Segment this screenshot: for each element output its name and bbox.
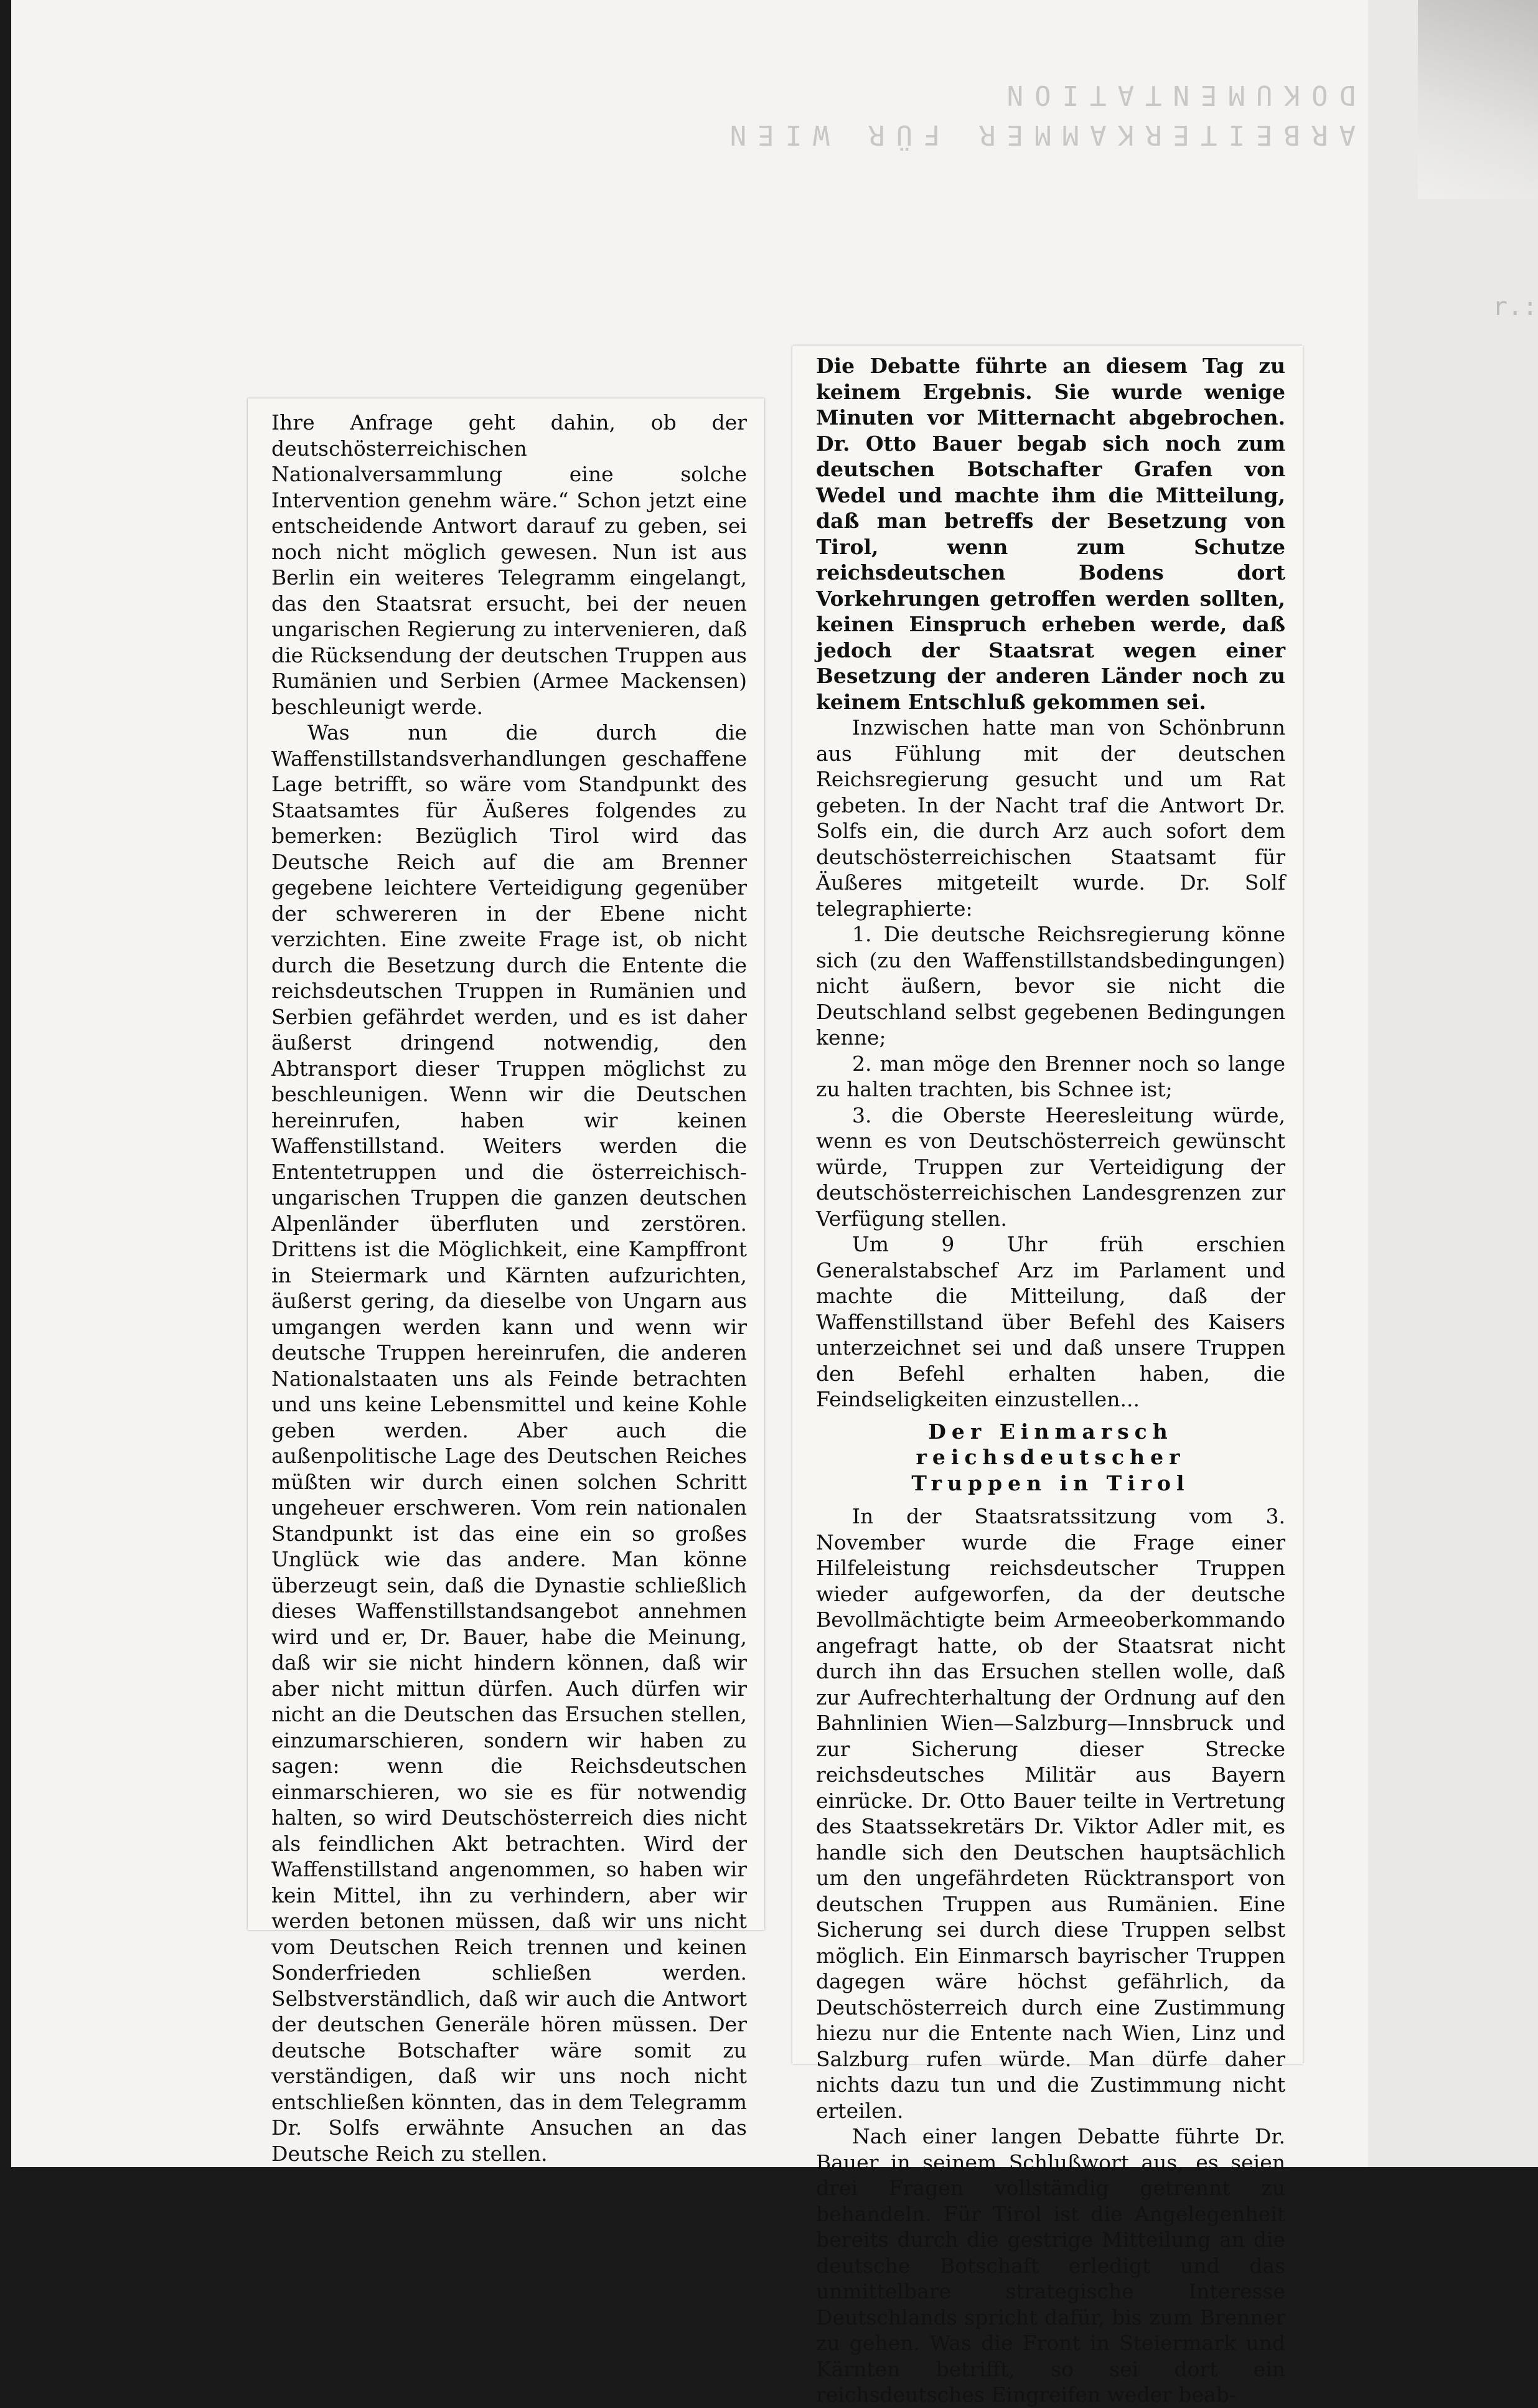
stamp-line-1: ARBEITERKAMMER FÜR WIEN: [718, 119, 1356, 151]
heading-line-1: Der Einmarsch reichsdeutscher: [916, 1419, 1186, 1469]
list-item: 1. Die deutsche Reichsregierung könne sich (zu den Waffenstillstandsbedingungen) nicht äußern, bevor sie nicht die Deutschland selbst gegebenen Bedingungen kenne;: [816, 922, 1285, 1050]
heading-line-2: Truppen in Tirol: [911, 1470, 1190, 1495]
scanned-page: [11, 0, 1538, 2407]
left-column-text: [271, 410, 747, 2166]
page-fold-shadow: [1418, 0, 1538, 199]
corner-mark: r.:: [1493, 293, 1538, 321]
left-paragraph: Ihre Anfrage geht dahin, ob der deutschösterreichischen Nationalversammlung eine solche Intervention genehm wäre.“ Schon jetzt eine entscheidende Antwort darauf zu geben, sei noch nicht möglich gewesen. Nun ist aus Berlin ein weiteres Telegramm eingelangt, das den Staatsrat ersucht, bei der neuen ungarischen Regierung zu intervenieren, daß die Rücksendung der deutschen Truppen aus Rumänien und Serbien (Armee Mackensen) beschleunigt werde.: [271, 410, 747, 719]
newspaper-clipping-right: [792, 346, 1303, 2407]
underlying-page: [1368, 0, 1538, 2167]
list-item: 2. man möge den Brenner noch so lange zu halten trachten, bis Schnee ist;: [816, 1051, 1285, 1101]
newspaper-clipping-left: [248, 398, 764, 2166]
left-paragraph: Was nun die durch die Waffenstillstandsverhandlungen geschaffene Lage betrifft, so wäre vom Standpunkt des Staatsamtes für Äußeres folgendes zu bemerken: Bezüglich Tirol wird das Deutsche Reich auf die am Brenner gegebene leichtere Verteidigung gegenüber der schwereren in der Ebene nicht verzichten. Eine zweite Frage ist, ob nicht durch die Besetzung durch die Entente die reichsdeutschen Truppen in Rumänien und Serbien gefährdet werden, und es ist daher äußerst dringend notwendig, den Abtransport dieser Truppen möglichst zu beschleunigen. Wenn wir die Deutschen hereinrufen, haben wir keinen Waffenstillstand. Weiters werden die Ententetruppen und die österreichisch-ungarischen Truppen die ganzen deutschen Alpenländer überfluten und zerstören. Drittens ist die Möglichkeit, eine Kampffront in Steiermark und Kärnten aufzurichten, äußerst gering, da dieselbe von Ungarn aus umgangen werden kann und wenn wir deutsche Truppen hereinrufen, die anderen Nationalstaaten uns als Feinde betrachten und uns keine Lebensmittel und keine Kohle geben werden. Aber auch die außenpolitische Lage des Deutschen Reiches müßten wir durch einen solchen Schritt ungeheuer erschweren. Vom rein nationalen Standpunkt ist das eine ein so großes Unglück wie das andere. Man könne überzeugt sein, daß die Dynastie schließlich dieses Waffenstillstandsangebot annehmen wird und er, Dr. Bauer, habe die Meinung, daß wir sie nicht hindern können, daß wir aber nicht mittun dürfen. Auch dürfen wir nicht an die Deutschen das Ersuchen stellen, einzumarschieren, sondern wir haben zu sagen: wenn die Reichsdeutschen einmarschieren, wo sie es für notwendig halten, so wird Deutschösterreich dies nicht als feindlichen Akt betrachten. Wird der Waffenstillstand angenommen, so haben wir kein Mittel, ihn zu verhindern, aber wir werden betonen müssen, daß wir uns nicht vom Deutschen Reich trennen und keinen Sonderfrieden schließen werden. Selbstverständlich, daß wir auch die Antwort der deutschen Generäle hören müssen. Der deutsche Botschafter wäre somit zu verständigen, daß wir uns noch nicht entschließen könnten, das in dem Telegramm Dr. Solfs erwähnte Ansuchen an das Deutsche Reich zu stellen.: [271, 720, 747, 2166]
right-paragraph: Nach einer langen Debatte führte Dr. Bauer in seinem Schlußwort aus, es seien drei Fragen vollständig getrennt zu behandeln. Für Tirol ist die Angelegenheit bereits durch die gestrige Mitteilung an die deutsche Botschaft erledigt und das unmittelbare strategische Interesse Deutschlands spricht dafür, bis zum Brenner zu gehen. Was die Front in Steiermark und Kärnten betrifft, so sei dort ein reichsdeutsches Eingreifen weder beab-: [816, 2124, 1285, 2407]
stamp-line-2: DOKUMENTATION: [995, 79, 1356, 111]
lead-paragraph: Die Debatte führte an diesem Tag zu keinem Ergebnis. Sie wurde wenige Minuten vor Mitternacht abgebrochen. Dr. Otto Bauer begab sich noch zum deutschen Botschafter Grafen von Wedel und machte ihm die Mitteilung, daß man betreffs der Besetzung von Tirol, wenn zum Schutze reichsdeutschen Bodens dort Vorkehrungen getroffen werden sollten, keinen Einspruch erheben werde, daß jedoch der Staatsrat wegen einer Besetzung der anderen Länder noch zu keinem Entschluß gekommen sei.: [816, 354, 1285, 714]
archive-stamp: [718, 75, 1356, 154]
list-item: 3. die Oberste Heeresleitung würde, wenn es von Deutschösterreich gewünscht würde, Truppen zur Verteidigung der deutschösterreichischen Landesgrenzen zur Verfügung stellen.: [816, 1103, 1285, 1231]
right-column-text: [816, 353, 1285, 2408]
right-paragraph: In der Staatsratssitzung vom 3. November wurde die Frage einer Hilfeleistung reichsdeutscher Truppen wieder aufgeworfen, da der deutsche Bevollmächtigte beim Armeeoberkommando angefragt hatte, ob der Staatsrat nicht durch ihn das Ersuchen stellen wolle, daß zur Aufrechterhaltung der Ordnung auf den Bahnlinien Wien—Salzburg—Innsbruck und zur Sicherung dieser Strecke reichsdeutsches Militär aus Bayern einrücke. Dr. Otto Bauer teilte in Vertretung des Staatssekretärs Dr. Viktor Adler mit, es handle sich den Deutschen hauptsächlich um den ungefährdeten Rücktransport von deutschen Truppen aus Rumänien. Eine Sicherung sei durch diese Truppen selbst möglich. Ein Einmarsch bayrischer Truppen dagegen wäre höchst gefährlich, da Deutschösterreich durch eine Zustimmung hiezu nur die Entente nach Wien, Linz und Salzburg rufen würde. Man dürfe daher nichts dazu tun und die Zustimmung nicht erteilen.: [816, 1504, 1285, 2123]
section-heading: [816, 1419, 1285, 1497]
right-paragraph: Um 9 Uhr früh erschien Generalstabschef Arz im Parlament und machte die Mitteilung, daß der Waffenstillstand über Befehl des Kaisers unterzeichnet sei und daß unsere Truppen den Befehl erhalten haben, die Feindseligkeiten einzustellen...: [816, 1232, 1285, 1411]
right-paragraph: Inzwischen hatte man von Schönbrunn aus Fühlung mit der deutschen Reichsregierung gesucht und um Rat gebeten. In der Nacht traf die Antwort Dr. Solfs ein, die durch Arz auch sofort dem deutschösterreichischen Staatsamt für Äußeres mitgeteilt wurde. Dr. Solf telegraphierte:: [816, 715, 1285, 921]
